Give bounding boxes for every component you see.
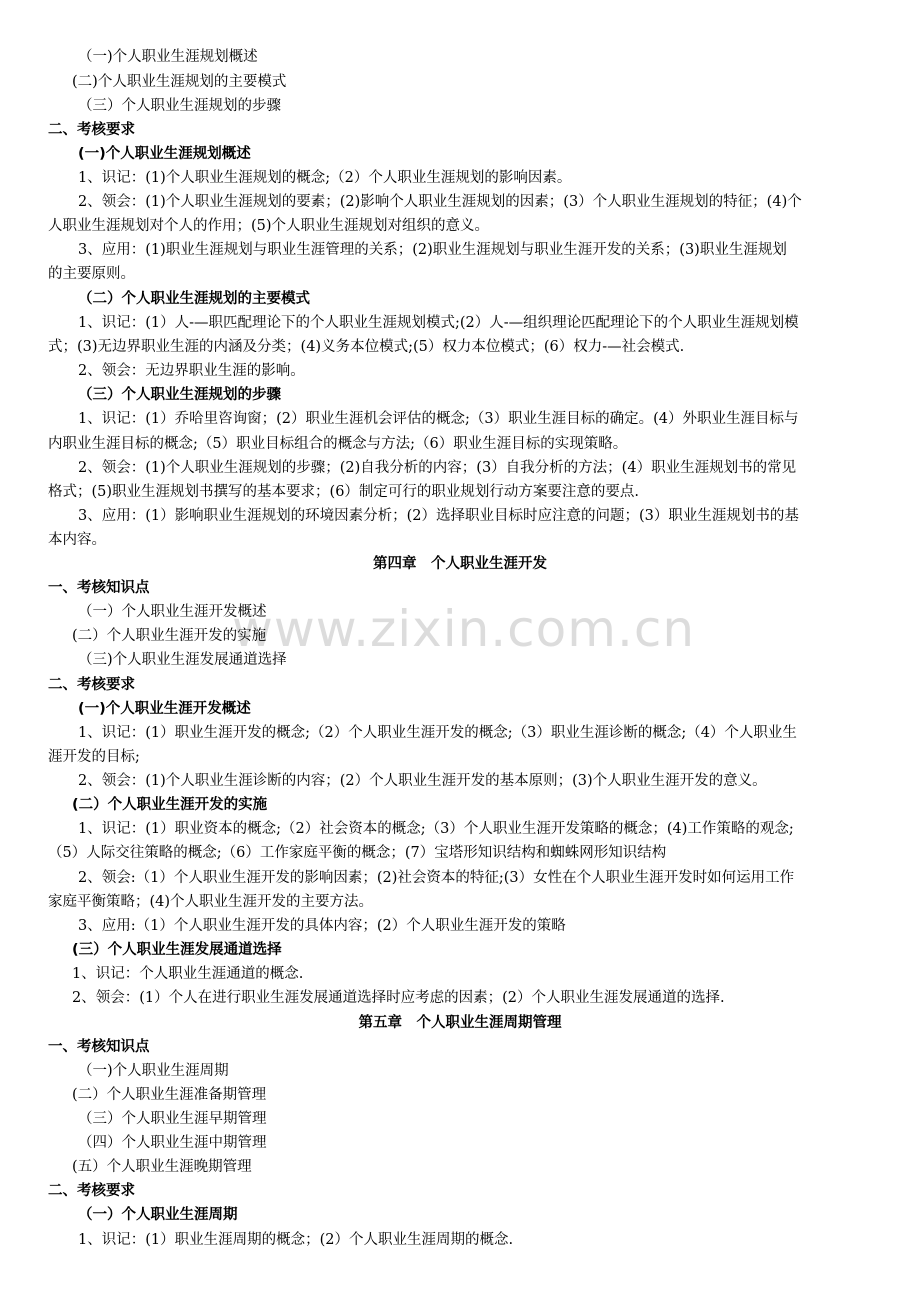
section-heading: (二）个人职业生涯开发的实施 [72, 797, 268, 813]
text-line: 的主要原则。 [48, 266, 135, 282]
text-line: 家庭平衡策略；(4)个人职业生涯开发的主要方法。 [48, 894, 374, 910]
section-heading: 一、考核知识点 [48, 580, 150, 596]
text-line: (二）个人职业生涯准备期管理 [72, 1087, 267, 1103]
text-line: 2、领会:（1）个人职业生涯开发的影响因素；(2)社会资本的特征;(3）女性在个人职业生涯开发时如何运用工作 [78, 870, 795, 886]
text-line: 本内容。 [48, 532, 106, 548]
text-line: 3、应用:（1）个人职业生涯开发的具体内容；(2）个人职业生涯开发的策略 [78, 918, 566, 934]
text-line: （四）个人职业生涯中期管理 [78, 1135, 267, 1151]
text-line: （一)个人职业生涯周期 [78, 1063, 229, 1079]
text-line: 式；(3)无边界职业生涯的内涵及分类；(4)义务本位模式;(5）权力本位模式；(6）权力-—社会模式. [48, 339, 685, 355]
section-heading: (一)个人职业生涯开发概述 [78, 701, 251, 717]
text-line: 1、识记：(1）乔哈里咨询窗；(2）职业生涯机会评估的概念;（3）职业生涯目标的确定。(4）外职业生涯目标与 [78, 411, 799, 427]
text-line: 2、领会：(1)个人职业生涯规划的步骤；(2)自我分析的内容；(3）自我分析的方法；(4）职业生涯规划书的常见 [78, 460, 797, 476]
text-line: （5）人际交往策略的概念;（6）工作家庭平衡的概念；(7）宝塔形知识结构和蜘蛛网形知识结构 [48, 845, 667, 861]
text-line: 2、领会：无边界职业生涯的影响。 [78, 363, 305, 379]
text-line: （三）个人职业生涯早期管理 [78, 1111, 267, 1127]
section-heading: （一）个人职业生涯周期 [78, 1207, 238, 1223]
text-line: 1、识记：(1）人-—职匹配理论下的个人职业生涯规划模式;(2）人-—组织理论匹配理论下的个人职业生涯规划模 [78, 315, 799, 331]
text-line: 3、应用：(1)职业生涯规划与职业生涯管理的关系；(2)职业生涯规划与职业生涯开发的关系；(3)职业生涯规划 [78, 242, 787, 258]
watermark-text: www.zixin.com.cn [232, 600, 696, 658]
section-heading: （二）个人职业生涯规划的主要模式 [78, 291, 310, 307]
section-heading: (一)个人职业生涯规划概述 [78, 146, 251, 162]
text-line: （三)个人职业生涯发展通道选择 [78, 652, 287, 668]
text-line: 3、应用：(1）影响职业生涯规划的环境因素分析；(2）选择职业目标时应注意的问题；(3）职业生涯规划书的基 [78, 508, 799, 524]
text-line: 1、识记：(1）职业生涯开发的概念;（2）个人职业生涯开发的概念;（3）职业生涯诊断的概念;（4）个人职业生 [78, 725, 797, 741]
text-line: 2、领会：(1）个人在进行职业生涯发展通道选择时应考虑的因素；(2）个人职业生涯发展通道的选择. [72, 990, 725, 1006]
text-line: 涯开发的目标; [48, 749, 140, 765]
text-line: 2、领会：(1)个人职业生涯规划的要素；(2)影响个人职业生涯规划的因素；(3）个人职业生涯规划的特征；(4)个 [78, 194, 802, 210]
section-heading: 一、考核知识点 [48, 1039, 150, 1055]
text-line: 1、识记：(1）职业资本的概念;（2）社会资本的概念;（3）个人职业生涯开发策略的概念；(4)工作策略的观念; [78, 821, 794, 837]
text-line: 格式；(5)职业生涯规划书撰写的基本要求；(6）制定可行的职业规划行动方案要注意的要点. [48, 484, 640, 500]
text-line: 1、识记：(1）职业生涯周期的概念；(2）个人职业生涯周期的概念. [78, 1232, 514, 1248]
text-line: (二)个人职业生涯规划的主要模式 [72, 74, 287, 90]
section-heading: 二、考核要求 [48, 1183, 135, 1199]
text-line: 1、识记：个人职业生涯通道的概念. [72, 966, 304, 982]
text-line: 内职业生涯目标的概念;（5）职业目标组合的概念与方法;（6）职业生涯目标的实现策略。 [48, 436, 628, 452]
text-line: （三）个人职业生涯规划的步骤 [78, 98, 281, 114]
text-line: (二）个人职业生涯开发的实施 [72, 628, 267, 644]
chapter-heading: 第五章 个人职业生涯周期管理 [358, 1015, 562, 1031]
chapter-heading: 第四章 个人职业生涯开发 [373, 556, 547, 572]
section-heading: (三）个人职业生涯发展通道选择 [72, 942, 282, 958]
section-heading: 二、考核要求 [48, 677, 135, 693]
section-heading: （三）个人职业生涯规划的步骤 [78, 387, 281, 403]
text-line: 1、识记：(1)个人职业生涯规划的概念;（2）个人职业生涯规划的影响因素。 [78, 170, 572, 186]
text-line: （一)个人职业生涯规划概述 [78, 49, 258, 65]
section-heading: 二、考核要求 [48, 122, 135, 138]
text-line: 2、领会：(1)个人职业生涯诊断的内容；(2）个人职业生涯开发的基本原则；(3)个人职业生涯开发的意义。 [78, 773, 767, 789]
text-line: 人职业生涯规划对个人的作用；(5)个人职业生涯规划对组织的意义。 [48, 218, 490, 234]
text-line: (五）个人职业生涯晚期管理 [72, 1159, 252, 1175]
text-line: （一）个人职业生涯开发概述 [78, 604, 267, 620]
